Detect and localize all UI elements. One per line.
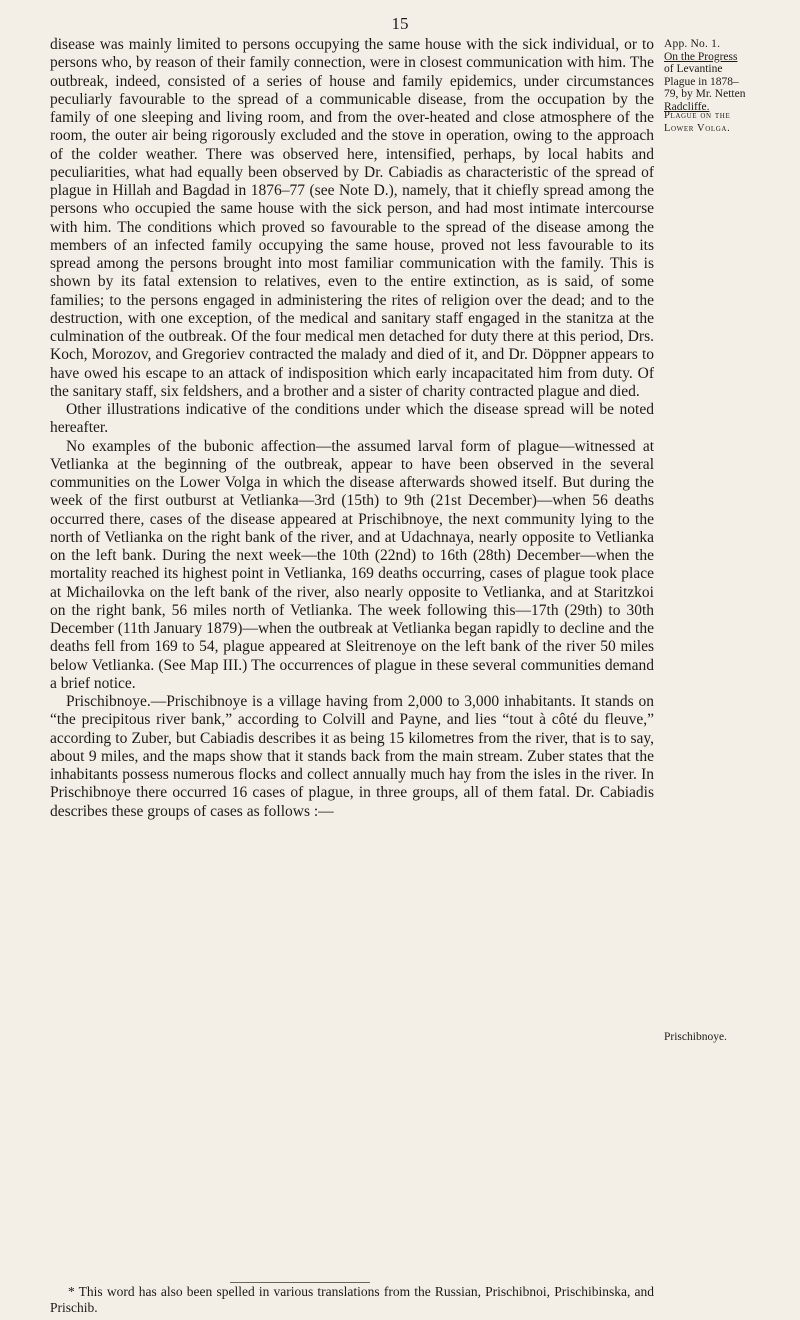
sidenote-progress-1: On the Progress xyxy=(664,50,738,63)
sidenote-reference xyxy=(664,38,796,113)
paragraph-3: No examples of the bubonic affection—the assumed larval form of plague—witnessed at Vetlianka at the beginning of the outbreak, appear to have been observed in the several communities on the Lower Volga in which the disease afterwards showed itself. But during the week of the first outburst at Vetlianka—3rd (15th) to 9th (21st December)—when 56 deaths occurred there, cases of the disease appeared at Prischibnoye, the next community lying to the north of Vetlianka on the right bank of the river, and at Udachnaya, nearly opposite to Vetlianka on the left bank. During the next week—the 10th (22nd) to 16th (28th) December—when the mortality reached its highest point in Vetlianka, 169 deaths occurring, cases of plague took place at Michailovka on the left bank of the river, also nearly opposite to Vetlianka, and at Staritzkoi on the right bank, 56 miles north of Vetlianka. The week following this—17th (29th) to 30th December (11th January 1879)—when the outbreak at Vetlianka began rapidly to decline and the deaths fell from 169 to 54, plague appeared at Sleitrenoye on the left bank of the river 50 miles below Vetlianka. (See Map III.) The occurrences of plague in these several communities demand a brief notice. xyxy=(50,437,654,692)
sidenote-plague-volga xyxy=(664,110,796,135)
footnote-text: * This word has also been spelled in various translations from the Russian, Prischibnoi, Prischibinska, and Prischib. xyxy=(50,1284,654,1315)
sidenote-progress-3: Plague in 1878– xyxy=(664,75,739,88)
footnote xyxy=(50,1284,654,1316)
paragraph-4: Prischibnoye.—Prischibnoye is a village having from 2,000 to 3,000 inhabitants. It stands on “the precipitous river bank,” according to Colvill and Payne, and lies “tout à côté du fleuve,” according to Zuber, but Cabiadis describes it as being 15 kilometres from the river, that is to say, about 9 miles, and the maps show that it stands back from the main stream. Zuber states that the inhabitants possess numerous flocks and collect annually much hay from the isles in the river. In Prischibnoye there occurred 16 cases of plague, in three groups, all of them fatal. Dr. Cabiadis describes these groups of cases as follows :— xyxy=(50,693,654,820)
footnote-divider xyxy=(230,1282,370,1283)
page-number: 15 xyxy=(391,14,409,33)
sidenote-prischibnoye: Prischibnoye. xyxy=(664,1031,727,1043)
sidenote-plague-2: Lower Volga. xyxy=(664,122,731,134)
sidenote-app-ref: App. No. 1. xyxy=(664,38,721,50)
sidenote-progress-5: Radcliffe. xyxy=(664,100,710,113)
paragraph-1: disease was mainly limited to persons occupying the same house with the sick individual, or to persons who, by reason of their family connection, were in closest communication with him. The outbreak, indeed, consisted of a series of house and family epidemics, under circumstances peculiarly favourable to the spread of a communicable disease, from the occupation by the family of one sleeping and living room, and from the over-heated and close atmosphere of the room, the outer air being rigorously excluded and the stove in operation, owing to the approach of the colder weather. There was observed here, intensified, perhaps, by local habits and peculiarities, what had equally been observed by Dr. Cabiadis as characteristic of the spread of plague in Hillah and Bagdad in 1876–77 (see Note D.), namely, that it chiefly spread among the persons who occupied the same house with the sick person, and had most intimate intercourse with him. The conditions which proved so favourable to the spread of the disease among the members of an infected family occupying the same house, proved not less favourable to its spread among the persons brought into most familiar communication with the family. This is shown by its fatal extension to relatives, even to the entire extinction, as is said, of some families; to the persons engaged in administering the rites of religion over the dead; and to the destruction, with one exception, of the medical and sanitary staff engaged in the stanitza at the culmination of the outbreak. Of the four medical men detached for duty there at this period, Drs. Koch, Morozov, and Gregoriev contracted the malady and died of it, and Dr. Döppner appears to have owed his escape to an attack of indisposition which early incapacitated him from duty. Of the sanitary staff, six feldshers, and a brother and a sister of charity contracted plague and died. xyxy=(50,36,654,400)
body-text xyxy=(50,36,654,821)
sidenote-progress-2: of Levantine xyxy=(664,63,723,75)
sidenote-plague-1: Plague on the xyxy=(664,110,731,121)
paragraph-2: Other illustrations indicative of the conditions under which the disease spread will be noted hereafter. xyxy=(50,401,654,437)
sidenote-progress-4: 79, by Mr. Netten xyxy=(664,88,746,100)
